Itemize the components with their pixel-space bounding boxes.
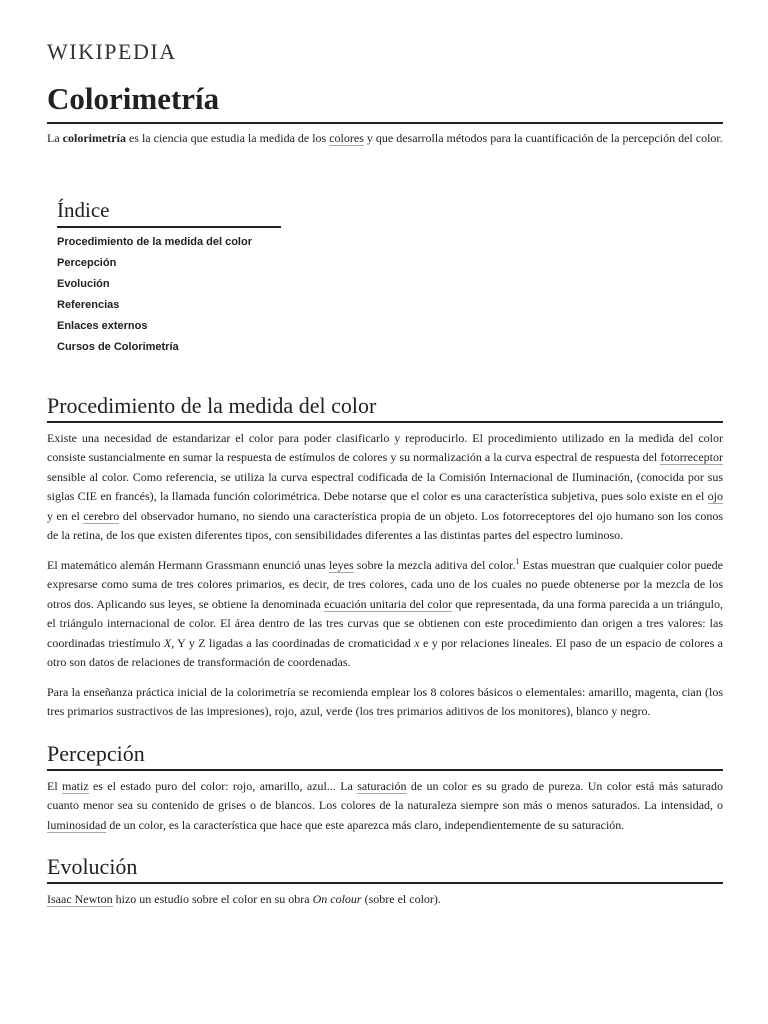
paragraph-text: Estas muestran que cualquier color puede expresarse como suma de tres colores primarios, es decir, de tres colores, cada uno de los cuales no puede obtenerse por la mezcla de los otros dos. Aplicando sus leyes, se obtiene la denominada — [47, 557, 724, 611]
article — [47, 38, 723, 910]
section-heading-percepcion: Percepción — [47, 740, 723, 771]
link-matiz[interactable]: matiz — [62, 778, 89, 793]
link-leyes[interactable]: leyes — [328, 557, 354, 572]
paragraph-text: y en el — [47, 508, 84, 523]
wikipedia-logo[interactable]: WIKIPEDIA — [47, 39, 177, 64]
link-fotorreceptor[interactable]: fotorreceptor — [660, 450, 723, 464]
paragraph-text: e y por relaciones lineales. El paso de un espacio de colores a otro son datos de relaciones de transformación de coordenadas. — [47, 635, 723, 669]
toc-item-enlaces-externos[interactable]: Enlaces externos — [57, 319, 148, 332]
link-isaac-newton[interactable]: Isaac Newton — [47, 892, 113, 906]
paragraph-text: que representada, da una forma parecida a un triángulo, el triángulo internacional de color. El área dentro de las tres curvas que se obtienen con este procedimiento dan origen a tres valores: las coordinadas triestímulo — [47, 596, 724, 650]
link-ecuacion-unitaria[interactable]: ecuación unitaria del color — [324, 596, 453, 611]
link-saturacion[interactable]: saturación — [357, 778, 407, 793]
toc-item-evolucion[interactable]: Evolución — [57, 277, 110, 290]
paragraph-text: del observador humano, no siendo una característica propia de un objeto. Los fotorreceptores del ojo humano son los conos de la retina, de los que existen diferentes tipos, con sensibilidades diferentes a las distintas partes del espectro luminoso. — [47, 508, 723, 542]
intro-text: es la ciencia que estudia la medida de los — [125, 131, 330, 145]
paragraph-text: El matemático alemán Hermann Grassmann enunció unas — [47, 557, 329, 572]
paragraph-text: sobre la mezcla aditiva del color. — [353, 557, 516, 572]
procedimiento-paragraph-3: Para la enseñanza práctica inicial de la colorimetría se recomienda emplear los 8 colores básicos o elementales: amarillo, magenta, cian (los tres primarios sustractivos de las impresiones), rojo, azul, verde (los tres primarios aditivos de los monitores), blanco y negro. — [47, 684, 723, 718]
paragraph-text: de un color es su grado de pureza. Un color está más saturado cuanto menor sea su contenido de grises o de blancos. Los colores de la naturaleza siempre son más o menos saturados. La intensidad, o — [47, 778, 723, 812]
paragraph-text: es el estado puro del color: rojo, amarillo, azul... La — [88, 778, 358, 793]
intro-text: La — [47, 131, 63, 145]
work-title: On colour — [312, 892, 362, 906]
link-luminosidad[interactable]: luminosidad — [47, 817, 107, 832]
math-variable-x-lower: x — [414, 635, 420, 650]
toc-item-cursos[interactable]: Cursos de Colorimetría — [57, 340, 179, 353]
toc-item-referencias[interactable]: Referencias — [57, 298, 120, 311]
section-heading-evolucion: Evolución — [47, 853, 723, 884]
toc-title: Índice — [57, 197, 281, 228]
evolucion-paragraph — [47, 890, 723, 910]
intro-paragraph — [47, 129, 723, 149]
link-ojo[interactable]: ojo — [707, 489, 723, 503]
reference-1[interactable]: 1 — [515, 556, 520, 566]
intro-text: y que desarrolla métodos para la cuantificación de la percepción del color. — [363, 131, 723, 145]
toc-list — [57, 232, 281, 358]
paragraph-text: (sobre el color). — [361, 892, 441, 906]
paragraph-text: sensible al color. Como referencia, se utiliza la curva espectral codificada de la Comisión Internacional de Iluminación, (conocida por sus siglas CIE en francés), la llamada función colorimétrica. Debe notarse que el color es una característica subjetiva, pues solo existe en el — [47, 469, 723, 503]
percepcion-paragraph — [47, 777, 723, 836]
procedimiento-paragraph-2 — [47, 556, 723, 673]
procedimiento-paragraph-1 — [47, 429, 723, 546]
toc-item-procedimiento[interactable]: Procedimiento de la medida del color — [57, 235, 252, 248]
math-variable-x: X — [163, 635, 172, 650]
paragraph-text: El — [47, 778, 62, 793]
table-of-contents — [57, 197, 281, 358]
toc-item-percepcion[interactable]: Percepción — [57, 256, 117, 269]
link-colores[interactable]: colores — [329, 131, 364, 145]
intro-bold-term: colorimetría — [62, 131, 126, 145]
paragraph-text: hizo un estudio sobre el color en su obra — [112, 892, 313, 906]
paragraph-text: Existe una necesidad de estandarizar el color para poder clasificarlo y reproducirlo. El procedimiento utilizado en la medida del color consiste sustancialmente en sumar la respuesta de estímulos de colores y su normalización a la curva espectral de respuesta del — [47, 430, 723, 464]
link-cerebro[interactable]: cerebro — [83, 508, 120, 523]
paragraph-text: de un color, es la característica que hace que este aparezca más claro, independientemente de su saturación. — [106, 817, 625, 832]
page-title: Colorimetría — [47, 80, 723, 124]
paragraph-text: , Y y Z ligadas a las coordinadas de cromaticidad — [171, 635, 415, 650]
section-heading-procedimiento: Procedimiento de la medida del color — [47, 392, 723, 423]
